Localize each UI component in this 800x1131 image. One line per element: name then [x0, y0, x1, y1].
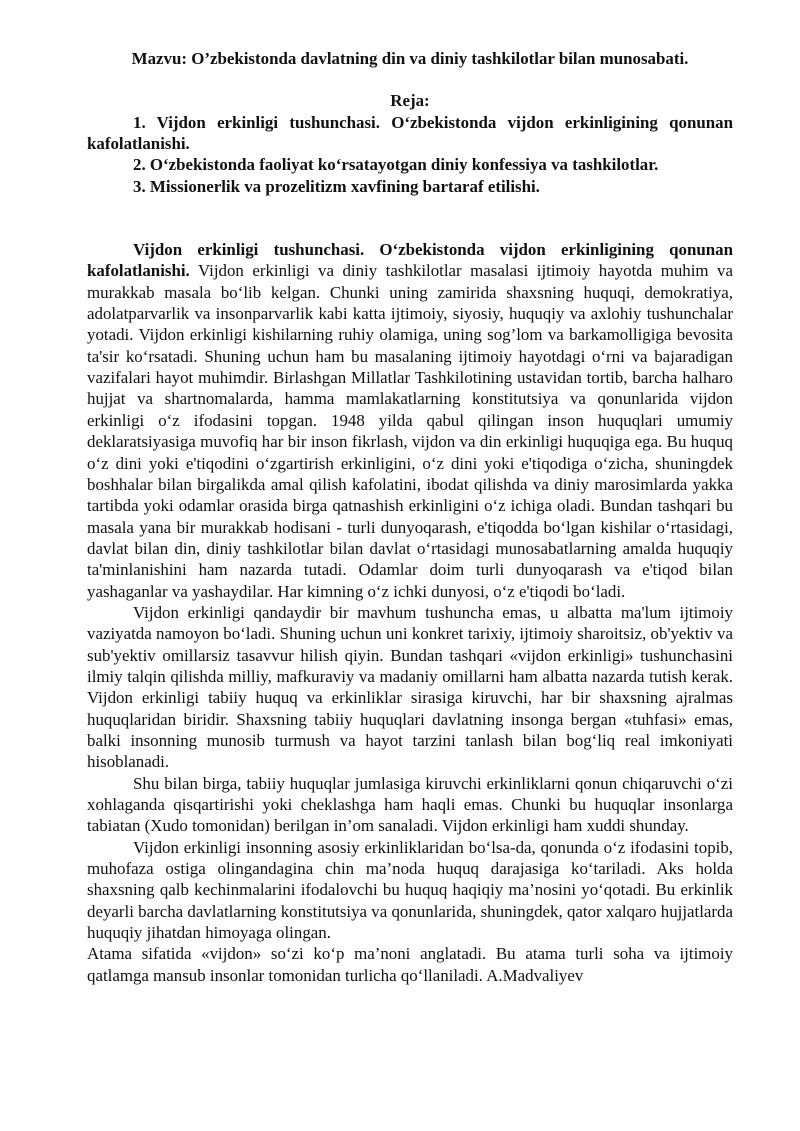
plan-item-1: 1. Vijdon erkinligi tushunchasi. O‘zbekistonda vijdon erkinligining qonunan kafolatlanishi.	[87, 112, 733, 154]
document-title: Mazvu: O’zbekistonda davlatning din va diniy tashkilotlar bilan munosabati.	[131, 49, 689, 68]
body-paragraph-4: Atama sifatida «vijdon» so‘zi ko‘p ma’noni anglatadi. Bu atama turli soha va ijtimoiy qatlamga mansub insonlar tomonidan turlicha qo‘llaniladi. A.Madvaliyev	[87, 944, 733, 985]
document-page	[87, 48, 733, 986]
plan-item-3: 3. Missionerlik va prozelitizm xavfining bartaraf etilishi.	[133, 176, 540, 196]
section-intro-paragraph	[87, 239, 733, 602]
plan-heading: Reja:	[390, 91, 430, 111]
plan-item-2: 2. O‘zbekistonda faoliyat ko‘rsatayotgan diniy konfessiya va tashkilotlar.	[133, 155, 659, 175]
section-heading: Vijdon erkinligi tushunchasi. O‘zbekistonda vijdon erkinligining qonunan kafolatlanishi.	[87, 240, 733, 281]
body-paragraph-2: Shu bilan birga, tabiiy huquqlar jumlasiga kiruvchi erkinliklarni qonun chiqaruvchi o‘zi xohlaganda qisqartirishi yoki cheklashga ham haqli emas. Chunki bu huquqlar insonlarga tabiatan (Xudo tomonidan) berilgan in’om sanaladi. Vijdon erkinligi ham xuddi shunday.	[87, 773, 733, 836]
section-spacer	[87, 197, 733, 239]
body-paragraph-1: Vijdon erkinligi qandaydir bir mavhum tushuncha emas, u albatta ma'lum ijtimoiy vaziyatda namoyon bo‘ladi. Shuning uchun uni konkret tarixiy, ijtimoiy sharoitsiz, ob'yektiv va sub'yektiv omillarsiz tasavvur hilish qiyin. Bundan tashqari «vijdon erkinligi» tushunchasini ilmiy talqin qilishda milliy, mafkuraviy va madaniy omillarni ham albatta nazarda tutish kerak. Vijdon erkinligi tabiiy huquq va erkinliklar sirasiga kiruvchi, har bir shaxsning ajralmas huquqlaridan biridir. Shaxsning tabiiy huquqlari davlatning insonga bergan «tuhfasi» emas, balki insonning munosib turmush va hayot tarzini tanlash bilan bog‘liq real imkoniyati hisoblanadi.	[87, 602, 733, 772]
body-paragraph-3: Vijdon erkinligi insonning asosiy erkinliklaridan bo‘lsa-da, qonunda o‘z ifodasini topib, muhofaza ostiga olingandagina chin ma’noda huquq darajasiga ko‘tariladi. Aks holda shaxsning qalb kechinmalarini ifodalovchi bu huquq haqiqiy ma’nosini yo‘qotadi. Bu erkinlik deyarli barcha davlatlarning konstitutsiya va qonunlarida, shuningdek, qator xalqaro hujjatlarda huquqiy jihatdan himoyaga olingan.	[87, 837, 733, 943]
section-lead-text: Vijdon erkinligi va diniy tashkilotlar masalasi ijtimoiy hayotda muhim va murakkab masala bo‘lib kelgan. Chunki uning zamirida shaxsning huquqi, demokratiya, adolatparvarlik va insonparvarlik kabi katta ijtimoiy, siyosiy, huquqiy va axlohiy tushunchalar yotadi. Vijdon erkinligi kishilarning ruhiy olamiga, uning sog’lom va barkamolligiga bevosita ta'sir ko‘rsatadi. Shuning uchun ham bu masalaning ijtimoiy hayotdagi o‘rni va bajaradigan vazifalari hayot muhimdir. Birlashgan Millatlar Tashkilotining ustavidan tortib, barcha halharo hujjat va shartnomalarda, hamma mamlakatlarning konstitutsiya va qonunlarida vijdon erkinligi o‘z ifodasini topgan. 1948 yilda qabul qilingan inson huquqlari umumiy deklaratsiyasiga muvofiq har bir inson fikrlash, vijdon va din erkinligi huquqiga ega. Bu huquq o‘z dini yoki e'tiqodini o‘zgartirish erkinligini, o‘z dini yoki e'tiqodiga o‘zicha, shuningdek boshhalar bilan birgalikda amal qilish kafolatini, ibodat qilishda va diniy marosimlarda yakka tartibda yoki odamlar orasida birga qatnashish erkinligini o‘z ichiga oladi. Bundan tashqari bu masala yana bir murakkab hodisani - turli dunyoqarash, e'tiqodda bo‘lgan kishilar o‘rtasidagi, davlat bilan din, diniy tashkilotlar bilan davlat o‘rtasidagi munosabatlarning amalda huquqiy ta'minlanishini ham nazarda tutadi. Odamlar doim turli dunyoqarash va e'tiqod bilan yashaganlar va yashaydilar. Har kimning o‘z ichki dunyosi, o‘z e'tiqodi bo‘ladi.	[87, 261, 733, 601]
